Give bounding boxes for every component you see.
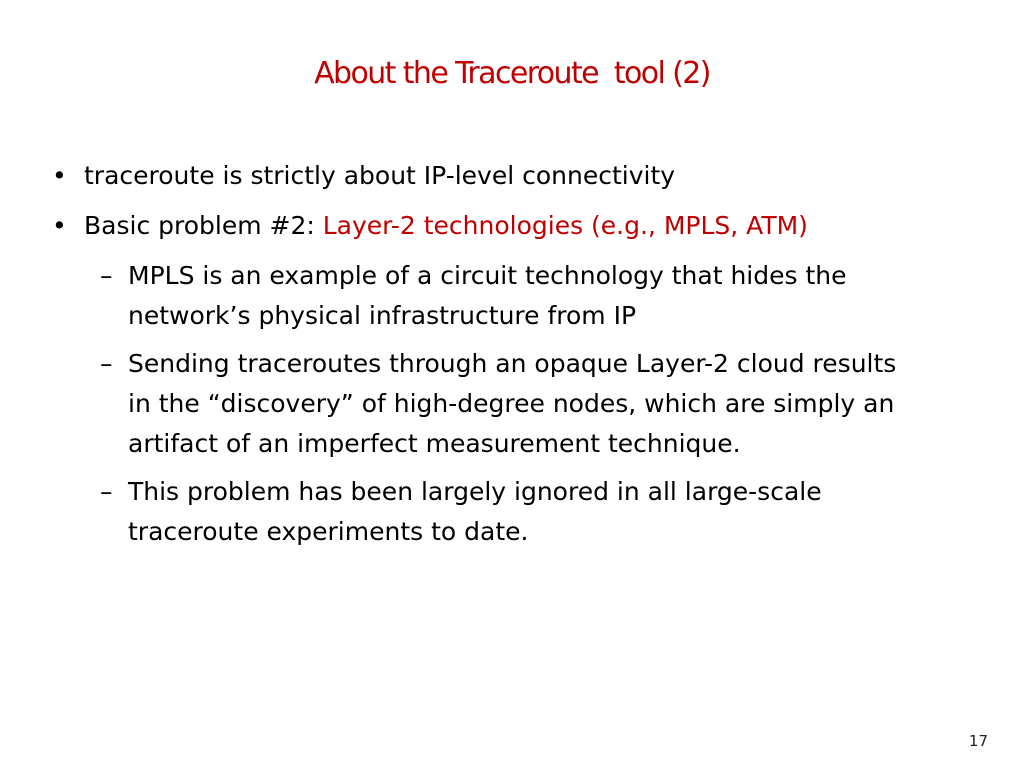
sub-bullet-line: Sending traceroutes through an opaque Layer-2 cloud results xyxy=(128,349,897,378)
bullet-item-1 xyxy=(0,156,1024,196)
sub-bullet-line: network’s physical infrastructure from IP xyxy=(128,301,637,330)
sub-bullet-line: in the “discovery” of high-degree nodes, which are simply an xyxy=(128,389,895,418)
bullet-text: traceroute is strictly about IP-level connectivity xyxy=(84,161,676,190)
bullet-list xyxy=(0,156,1024,560)
sub-bullet-item-3 xyxy=(0,472,1024,552)
sub-bullet-line: This problem has been largely ignored in all large-scale xyxy=(128,477,822,506)
sub-bullet-line: traceroute experiments to date. xyxy=(128,517,529,546)
sub-bullet-line: artifact of an imperfect measurement technique. xyxy=(128,429,741,458)
bullet-marker: • xyxy=(52,211,67,240)
sub-bullet-line: MPLS is an example of a circuit technology that hides the xyxy=(128,261,847,290)
page-number: 17 xyxy=(968,732,988,750)
bullet-item-2 xyxy=(0,206,1024,246)
slide-title: About the Traceroute tool (2) xyxy=(314,56,710,91)
sub-bullet-item-1 xyxy=(0,256,1024,336)
sub-bullet-item-2 xyxy=(0,344,1024,464)
bullet-text: Basic problem #2: xyxy=(84,211,323,240)
sub-bullet-marker: – xyxy=(100,349,113,378)
bullet-marker: • xyxy=(52,161,67,190)
sub-bullet-marker: – xyxy=(100,477,113,506)
sub-bullet-marker: – xyxy=(100,261,113,290)
bullet-highlight-text: Layer-2 technologies (e.g., MPLS, ATM) xyxy=(322,211,808,240)
